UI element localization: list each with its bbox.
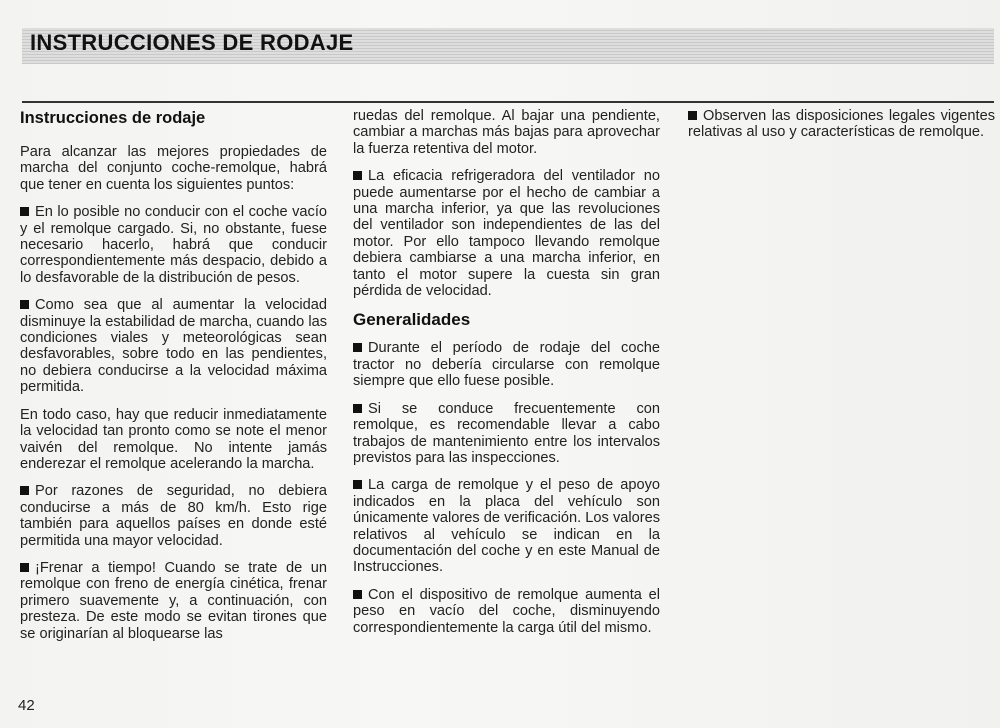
bullet-square-icon: [353, 343, 362, 352]
paragraph: [353, 401, 660, 467]
paragraph: [688, 108, 995, 141]
paragraph-text: Por razones de seguridad, no debiera conducirse a más de 80 km/h. Esto rige también para aquellos países en donde esté permitida una mayor velocidad.: [20, 483, 327, 549]
bullet-square-icon: [20, 207, 29, 216]
paragraph-text: Como sea que al aumentar la velocidad disminuye la estabilidad de marcha, cuando las condiciones viales y meteorológicas sean desfavorables, sobre todo en las pendientes, no debiera conducirse a la velocidad máxima permitida.: [20, 297, 327, 396]
bullet-square-icon: [688, 111, 697, 120]
paragraph: [20, 483, 327, 549]
bullet-square-icon: [20, 486, 29, 495]
paragraph-text: La carga de remolque y el peso de apoyo indicados en la placa del vehículo son únicamente valores de verificación. Los valores relativos al vehículo se indican en la documentación del coche y en este Manual de Instrucciones.: [353, 477, 660, 576]
bullet-square-icon: [353, 590, 362, 599]
page-title: INSTRUCCIONES DE RODAJE: [30, 30, 354, 55]
column-1: [20, 108, 327, 653]
bullet-square-icon: [353, 404, 362, 413]
section-heading-rodaje: Instrucciones de rodaje: [20, 109, 206, 127]
bullet-square-icon: [353, 480, 362, 489]
paragraph: [353, 587, 660, 636]
paragraph: [20, 144, 327, 193]
paragraph-text: En todo caso, hay que reducir inmediatamente la velocidad tan pronto como se note el menor vaivén del remolque. No intente jamás enderezar el remolque acelerando la marcha.: [20, 406, 327, 472]
paragraph: [20, 204, 327, 286]
paragraph: [353, 108, 660, 157]
column-2-paragraphs-bottom: [353, 340, 660, 636]
paragraph: [353, 477, 660, 575]
bullet-square-icon: [20, 563, 29, 572]
header-rule: [22, 101, 994, 103]
paragraph: [20, 297, 327, 395]
column-3-paragraphs: [688, 108, 995, 141]
paragraph: [20, 407, 327, 473]
section-heading-generalidades: Generalidades: [353, 310, 471, 330]
paragraph-text: ruedas del remolque. Al bajar una pendiente, cambiar a marchas más bajas para aprovechar la fuerza retentiva del motor.: [353, 108, 660, 157]
bullet-square-icon: [353, 171, 362, 180]
paragraph: [353, 168, 660, 299]
bullet-square-icon: [20, 300, 29, 309]
paragraph-text: La eficacia refrigeradora del ventilador no puede aumentarse por el hecho de cambiar a una marcha inferior, ya que las revoluciones del ventilador son independientes de las del motor. Por ello tampoco llevando remolque debiera cambiarse a una marcha inferior, en tanto el motor supere la cuesta sin gran pérdida de velocidad.: [353, 168, 660, 300]
paragraph-text: Si se conduce frecuentemente con remolque, es recomendable llevar a cabo trabajos de mantenimiento entre los intervalos previstos para las inspecciones.: [353, 400, 660, 466]
column-2-paragraphs-top: [353, 108, 660, 299]
paragraph-text: ¡Frenar a tiempo! Cuando se trate de un remolque con freno de energía cinética, frenar primero suavemente y, a continuación, con presteza. De este modo se evitan tirones que se originarían al bloquearse las: [20, 559, 327, 642]
paragraph-text: Observen las disposiciones legales vigentes relativas al uso y características de remolque.: [688, 108, 995, 141]
paragraph: [353, 340, 660, 389]
paragraph-text: Para alcanzar las mejores propiedades de marcha del conjunto coche-remolque, habrá que tener en cuenta los siguientes puntos:: [20, 144, 327, 193]
paragraph-text: Con el dispositivo de remolque aumenta el peso en vacío del coche, disminuyendo correspondientemente la carga útil del mismo.: [353, 586, 660, 636]
column-1-paragraphs: [20, 144, 327, 642]
paragraph: [20, 560, 327, 642]
column-3: [688, 108, 995, 152]
page-number: 42: [18, 697, 35, 714]
column-2: [353, 108, 660, 647]
paragraph-text: Durante el período de rodaje del coche tractor no debería circularse con remolque siempre que ello fuese posible.: [353, 340, 660, 390]
paragraph-text: En lo posible no conducir con el coche vacío y el remolque cargado. Si, no obstante, fuese necesario hacerlo, habrá que conducir correspondientemente más despacio, debido a lo desfavorable de la distribución de pesos.: [20, 204, 327, 286]
